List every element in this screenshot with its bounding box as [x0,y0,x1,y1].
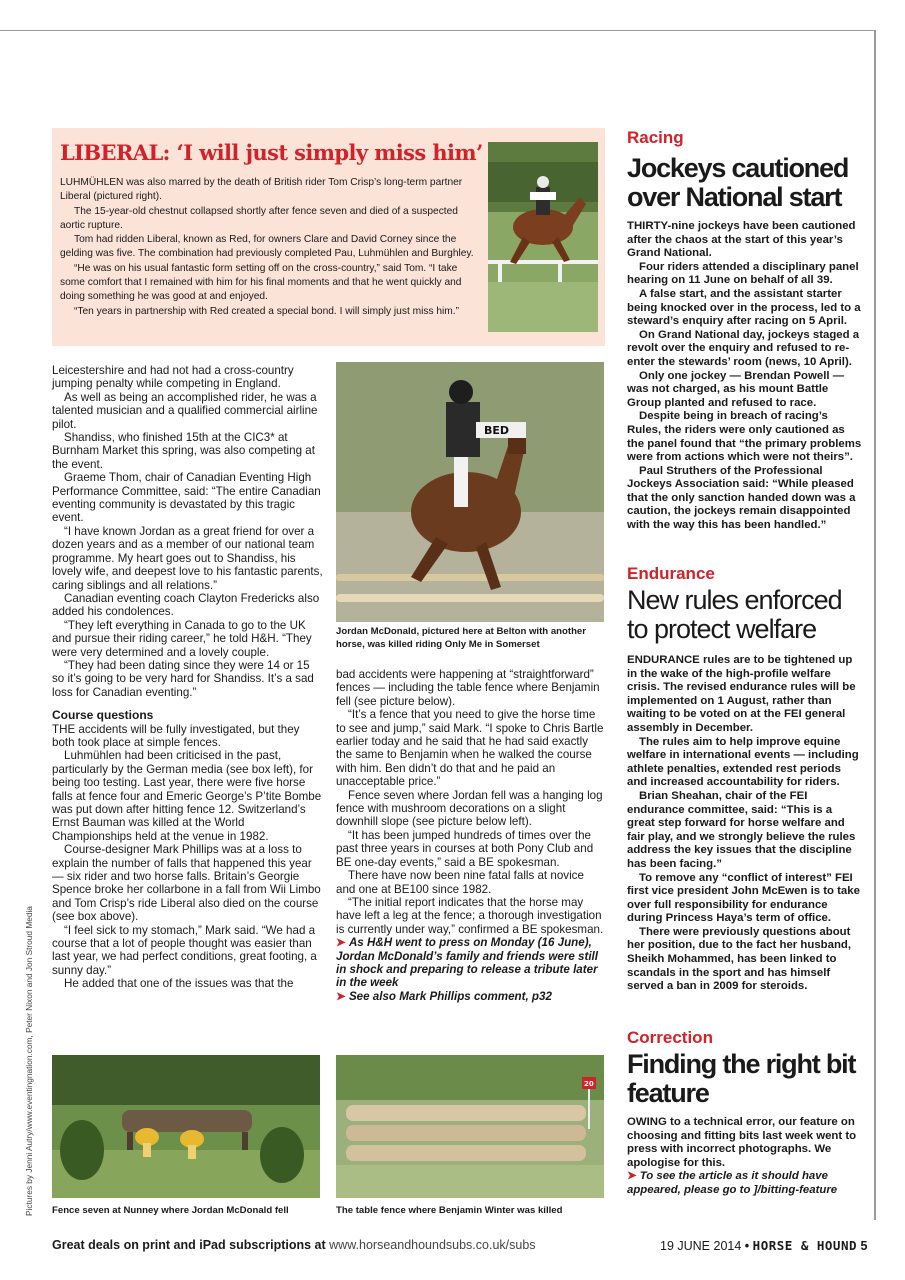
correction-para: OWING to a technical error, our feature on choosing and fitting bits last week went to press with incorrect photographs. We apologise for this. [627,1116,857,1169]
page-number: 5 [860,1239,868,1253]
article-para: As well as being an accomplished rider, he was a talented musician and a qualified commercial airline pilot. [52,390,318,431]
nunney-caption: Fence seven at Nunney where Jordan McDonald fell [52,1205,289,1216]
racing-para: A false start, and the assistant starter being knocked over in the process, led to a steward’s enquiry after racing on 5 April. [627,287,861,328]
fence-number: 20 [584,1080,594,1088]
article-para: “I have known Jordan as a great friend for over a dozen years and as a member of our national team programme. My heart goes out to Shandiss, his lovely wife, and deepest love to his fantastic parents, caring siblings and all relations.” [52,524,323,592]
table-fence-photo [336,1055,604,1198]
article-para: “They left everything in Canada to go to the UK and pursue their riding career,” he told H&H. “They were very determined and a lovely couple. [52,618,312,659]
box-para: Tom had ridden Liberal, known as Red, for owners Clare and David Corney since the gelding was five. The combination had previously completed Pau, Luhmühlen and Burghley. [60,234,474,260]
fence-seven-photo [52,1055,320,1198]
box-para: “He was on his usual fantastic form setting off on the cross-country,” said Tom. “I take some comfort that I remained with him for his final moments and that he went quickly and doing something he was good at and enjoyed. [60,262,462,303]
endurance-para: The rules aim to help improve equine welfare in international events — including athlete penalties, extended rest periods and increased accountability for riders. [627,735,859,789]
correction-body [627,1116,863,1198]
liberal-box [52,128,605,346]
article-column-2 [336,668,604,1003]
article-para: There have now been nine fatal falls at novice and one at BE100 since 1982. [336,869,584,896]
box-para: LUHMÜHLEN was also marred by the death of British rider Tom Crisp’s long-term partner Liberal (pictured right). [60,177,463,203]
article-para: Fence seven where Jordan fell was a hanging log fence with mushroom decorations on a slight downhill slope (see picture below left). [336,788,603,829]
article-para: THE accidents will be fully investigated, but they both took place at simple fences. [52,722,300,749]
liberal-photo [488,142,598,332]
article-para: Leicestershire and had not had a cross-country jumping penalty while competing in England. [52,364,294,391]
endurance-para: ENDURANCE rules are to be tightened up in the wake of the high-profile welfare crisis. The revised endurance rules will be implemented on 1 August, rather than waiting to be voted on at the FEI general assembly in December. [627,654,856,734]
article-para: “It’s a fence that you need to give the horse time to see and jump,” said Mark. “I spoke to Chris Bartle earlier today and he said that he had said exactly the same to Benjamin when he walked the course with him. Ben didn’t do that and he paid an unacceptable price.” [336,708,604,789]
page-frame-rule [874,30,876,1220]
endurance-body [627,654,863,994]
box-para: “Ten years in partnership with Red created a special bond. I will simply just miss him.” [74,305,460,317]
endurance-para: Brian Sheahan, chair of the FEI endurance committee, said: “This is a great step forward for horse welfare and fair play, and we strongly believe the rules address the key issues that the discipline has been facing.” [627,789,856,870]
arrow-right-icon: ➤ [336,936,349,950]
picture-credit: Pictures by Jenni Autry/www.eventingnation.com, Peter Nixon and Jon Stroud Media [24,906,34,1216]
article-para: Shandiss, who finished 15th at the CIC3* at Burnham Market this spring, was also competing at the event. [52,431,315,471]
endurance-headline: New rules enforced to protect welfare [627,585,842,644]
racing-section-label: Racing [627,128,684,147]
article-para: “They had been dating since they were 14 or 15 so it’s going to be very hard for Shandiss. It’s a sad loss for Canadian eventing.” [52,658,314,699]
issue-date: 19 JUNE 2014 [660,1239,742,1253]
racing-headline: Jockeys cautioned over National start [627,153,849,212]
footer-folio: 19 JUNE 2014 • HORSE & HOUND 5 [660,1238,868,1253]
racing-para: Only one jockey — Brendan Powell — was not charged, as his mount Battle Group planted and refused to race. [627,369,845,409]
page-frame-top [0,30,876,118]
endurance-para: There were previously questions about her position, due to the fact her husband, Sheikh Mohammed, has been linked to scandals in the sport and has himself served a ban in 2009 for steroids. [627,925,852,993]
bib-number: BED [484,424,510,437]
subhead: Course questions [52,708,154,723]
racing-para: Four riders attended a disciplinary panel hearing on 11 June on behalf of all 39. [627,260,859,287]
racing-para: On Grand National day, jockeys staged a revolt over the enquiry and refused to re-enter the stewards’ room (news, 10 April). [627,328,860,368]
footer-promo: Great deals on print and iPad subscriptions at www.horseandhoundsubs.co.uk/subs [52,1238,536,1252]
article-para: “The initial report indicates that the horse may have left a leg at the fence; a thorough investigation is currently under way,” confirmed a BE spokesman. [336,895,604,936]
article-para: Luhmühlen had been criticised in the past, particularly by the German media (see box left), for being too testing. Last year, there were five horse falls at fence four and Emeric George’s P’tite Bombe was put down after hitting fence 12. Switzerland’s Ernst Bauman was killed at the World Championships held at the venue in 1982. [52,749,322,843]
article-para: Course-designer Mark Phillips was at a loss to explain the number of falls that happened this year — six rider and two horse falls. Britain’s Georgie Spence broke her collarbone in a fall from Wii Limbo and Tom Crisp’s ride Liberal also died on the course (see box above). [52,843,321,924]
correction-note: ➤ To see the article as it should have appeared, please go to ]/bitting-feature [627,1170,838,1196]
box-body [60,176,480,319]
press-note: ➤ As H&H went to press on Monday (16 June), Jordan McDonald’s family and friends were still in shock and preparing to release a tribute later in the week [336,936,599,990]
jordan-mcdonald-photo [336,362,604,622]
article-column-1 [52,364,324,991]
correction-headline: Finding the right bit feature [627,1049,856,1108]
see-also-note: ➤ See also Mark Phillips comment, p32 [336,989,552,1003]
article-para: Graeme Thom, chair of Canadian Eventing High Performance Committee, said: “The entire Canadian eventing community is devastated by this tragic event. [52,471,321,525]
box-title: LIBERAL: ‘I will just simply miss him’ [60,140,483,165]
main-photo-caption: Jordan McDonald, pictured here at Belton with another horse, was killed riding Only Me in Somerset [336,626,586,650]
racing-para: Paul Struthers of the Professional Jockeys Association said: “While pleased that the only sanction handed down was a caution, the jockeys remain disappointed with the way this has been handled.” [627,464,856,532]
correction-section-label: Correction [627,1028,713,1047]
subs-link[interactable]: www.horseandhoundsubs.co.uk/subs [329,1238,536,1252]
racing-para: Despite being in breach of racing’s Rules, the riders were only cautioned as the panel found that “the primary problems were from actions which were not theirs”. [627,410,862,464]
table-fence-caption: The table fence where Benjamin Winter was killed [336,1205,563,1216]
magazine-name: HORSE & HOUND [752,1238,858,1253]
box-para: The 15-year-old chestnut collapsed shortly after fence seven and died of a suspected aortic rupture. [60,205,458,231]
article-para: bad accidents were happening at “straightforward” fences — including the table fence where Benjamin fell (see picture below). [336,668,600,708]
arrow-right-icon: ➤ [336,989,349,1003]
racing-para: THIRTY-nine jockeys have been cautioned after the chaos at the start of this year’s Grand National. [627,220,856,260]
endurance-section-label: Endurance [627,564,715,583]
article-para: “It has been jumped hundreds of times over the past three years in courses at both Pony Club and BE one-day events,” said a BE spokesman. [336,828,594,869]
article-para: He added that one of the issues was that the [64,977,294,991]
article-para: Canadian eventing coach Clayton Fredericks also added his condolences. [52,591,320,619]
arrow-right-icon: ➤ [627,1170,640,1183]
endurance-para: To remove any “conflict of interest” FEI first vice president John McEwen is to take over full responsibility for endurance during Princess Haya’s term of office. [627,871,860,925]
article-para: “I feel sick to my stomach,” Mark said. “We had a course that a lot of people thought was easier than last year, we had perfect conditions, great footing, a sunny day.” [52,923,317,977]
racing-body [627,220,863,533]
